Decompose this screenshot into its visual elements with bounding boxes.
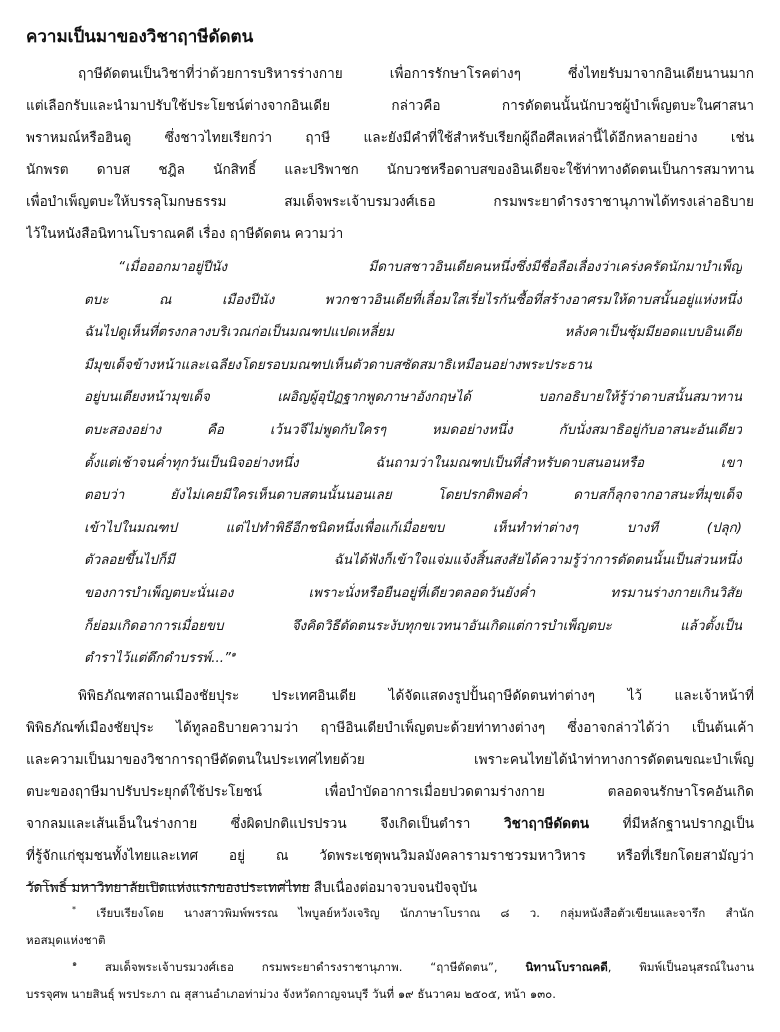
bold-term: วิชาฤาษีดัดตน — [504, 815, 590, 832]
paragraph-line: เพื่อบำเพ็ญตบะให้บรรลุโมกษธรรม สมเด็จพระเจ้าบรมวงศ์เธอ กรมพระยาดำรงราชานุภาพได้ทรงเล่าอธิบาย — [26, 194, 754, 210]
footnote-2-line: บรรจุศพ นายสินธุ์ พรประภา ณ สุสานอำเภอท่าม่วง จังหวัดกาญจนบุรี วันที่ ๑๙ ธันวาคม ๒๕๐๕, หน้า ๑๓๐. — [26, 987, 556, 1001]
quote-line: ตอบว่า ยังไม่เคยมีใครเห็นดาบสตนนั้นนอนเลย โดยปรกติพอค่ำ ดาบสก็ลุกจากอาสนะที่มุขเด็จ — [84, 488, 742, 504]
museum-paragraph — [26, 680, 754, 904]
quoted-passage — [26, 252, 754, 676]
footnotes — [26, 900, 754, 1008]
quote-line-text: ตำราไว้แต่ดึกดำบรรพ์...” — [84, 651, 231, 667]
quote-line: ตบะสองอย่าง คือ เว้นวจีไม่พูดกับใครๆ หมดอย่างหนึ่ง กับนั่งสมาธิอยู่กับอาสนะอันเดียว — [84, 422, 742, 438]
quote-last-line — [84, 643, 742, 676]
quote-line: ตัวลอยขึ้นไปก็มี ฉันได้ฟังก็เข้าใจแจ่มแจ้งสิ้นสงสัยได้ความรู้ว่าการดัดตนนั้นเป็นส่วนหนึ่ง — [84, 553, 742, 569]
paragraph-line: ตบะของฤาษีมาปรับประยุกต์ใช้ประโยชน์ เพื่อบำบัดอาการเมื่อยปวดตามร่างกาย ตลอดจนรักษาโรคอันเกิด — [26, 783, 754, 800]
quote-line: ก็ย่อมเกิดอาการเมื่อยขบ จึงคิดวิธีดัดตนระงับทุกขเวทนาอันเกิดแต่การบำเพ็ญตบะ แล้วตั้งเป็น — [84, 618, 742, 634]
paragraph-line: พราหมณ์หรือฮินดู ซึ่งชาวไทยเรียกว่า ฤาษี และยังมีคำที่ใช้สำหรับเรียกผู้ถือศีลเหล่านี้ได้อีกหลายอย่าง เช่น — [26, 130, 754, 146]
quote-line: มีมุขเด็จข้างหน้าและเฉลียงโดยรอบมณฑปเห็นตัวดาบสซัดสมาธิเหมือนอย่างพระประธาน — [84, 357, 592, 373]
quote-line: เข้าไปในมณฑป แต่ไปทำพิธีอีกชนิดหนึ่งเพื่อแก้เมื่อยขบ เห็นทำท่าต่างๆ บางที (ปลุก) — [84, 520, 742, 536]
paragraph-text: ที่มีหลักฐานปรากฏเป็น — [589, 815, 754, 832]
paragraph-line: พิพิธภัณฑ์เมืองชัยปุระ ได้ทูลอธิบายความว่า ฤาษีอินเดียบำเพ็ญตบะด้วยท่าทางต่างๆ ซึ่งอาจกล่าวได้ว่า เป็นต้นเค้า — [26, 719, 754, 736]
paragraph-line: แต่เลือกรับและนำมาปรับใช้ประโยชน์ต่างจากอินเดีย กล่าวคือ การดัดตนนั้นนักบวชผู้บำเพ็ญตบะในศาสนา — [26, 98, 754, 114]
footnote-text: , พิมพ์เป็นอนุสรณ์ในงาน — [607, 960, 754, 974]
paragraph-line: ไว้ในหนังสือนิทานโบราณคดี เรื่อง ฤาษีดัดตน ความว่า — [26, 226, 344, 242]
footnote-reference-mark: ๑ — [230, 649, 237, 659]
quote-line: ตั้งแต่เช้าจนค่ำทุกวันเป็นนิจอย่างหนึ่ง ฉันถามว่าในมณฑปเป็นที่สำหรับดาบสนอนหรือ เขา — [84, 455, 742, 471]
footnote-book-title: นิทานโบราณคดี — [525, 960, 608, 974]
footnote-text: สมเด็จพระเจ้าบรมวงศ์เธอ กรมพระยาดำรงราชานุภาพ. “ฤาษีดัดตน”, — [104, 960, 526, 974]
footnote-2-line — [26, 954, 754, 981]
document-title: ความเป็นมาของวิชาฤาษีดัดตน — [26, 27, 254, 47]
footnote-mark: * — [72, 905, 76, 915]
paragraph-line: ที่รู้จักแก่ชุมชนทั้งไทยและเทศ อยู่ ณ วัดพระเชตุพนวิมลมังคลารามราชวรมหาวิหาร หรือที่เรียกโดยสามัญว่า — [26, 847, 754, 864]
quote-line: “เมื่อออกมาอยู่ปีนัง มีดาบสชาวอินเดียคนหนึ่งซึ่งมีชื่อลือเลื่องว่าเคร่งครัดนักมาบำเพ็ญ — [118, 260, 742, 275]
quote-line: ฉันไปดูเห็นที่ตรงกลางบริเวณก่อเป็นมณฑปแปดเหลี่ยม หลังคาเป็นซุ้มมียอดแบบอินเดีย — [84, 325, 742, 341]
paragraph-line: วัดโพธิ์ มหาวิทยาลัยเปิดแห่งแรกของประเทศไทย สืบเนื่องต่อมาจวบจนปัจจุบัน — [26, 879, 478, 896]
footnote-1-line — [26, 900, 754, 927]
footnote-text: เรียบเรียงโดย นางสาวพิมพ์พรรณ ไพบูลย์หวังเจริญ นักภาษาโบราณ ๘ ว. กลุ่มหนังสือตัวเขียนและจารึก สำนัก — [96, 906, 754, 920]
paragraph-line-with-bold — [26, 808, 754, 840]
quote-line: ตบะ ณ เมืองปีนัง พวกชาวอินเดียที่เลื่อมใสเรี่ยไรกันซื้อที่สร้างอาศรมให้ดาบสนั้นอยู่แห่งหนึ่ง — [84, 292, 742, 308]
paragraph-line: พิพิธภัณฑสถานเมืองชัยปุระ ประเทศอินเดีย ได้จัดแสดงรูปปั้นฤาษีดัดตนท่าต่างๆ ไว้ และเจ้าหน้าที่ — [78, 687, 754, 704]
paragraph-line: ฤาษีดัดตนเป็นวิชาที่ว่าด้วยการบริหารร่างกาย เพื่อการรักษาโรคต่างๆ ซึ่งไทยรับมาจากอินเดียนานมาก — [78, 66, 754, 82]
quote-line: ของการบำเพ็ญตบะนั่นเอง เพราะนั่งหรือยืนอยู่ที่เดียวตลอดวันยังค่ำ ทรมานร่างกายเกินวิสัย — [84, 585, 742, 601]
paragraph-text: จากลมและเส้นเอ็นในร่างกาย ซึ่งผิดปกติแปรปรวน จึงเกิดเป็นตำรา — [26, 815, 504, 832]
footnote-mark: ๑ — [72, 959, 78, 969]
footnote-1-line: หอสมุดแห่งชาติ — [26, 933, 106, 947]
paragraph-line: และความเป็นมาของวิชาการฤาษีดัดตนในประเทศไทยด้วย เพราะคนไทยได้นำท่าทางการดัดตนขณะบำเพ็ญ — [26, 751, 754, 768]
quote-line: อยู่บนเตียงหน้ามุขเด็จ เผอิญผู้อุปัฏฐากพูดภาษาอังกฤษได้ บอกอธิบายให้รู้ว่าดาบสนั้นสมาทาน — [84, 390, 742, 406]
intro-paragraph — [26, 58, 754, 250]
footnote-divider — [26, 885, 310, 886]
paragraph-line: นักพรต ดาบส ชฎิล นักสิทธิ์ และปริพาชก นักบวชหรือดาบสของอินเดียจะใช้ท่าทางดัดตนเป็นการสมาทาน — [26, 162, 754, 178]
